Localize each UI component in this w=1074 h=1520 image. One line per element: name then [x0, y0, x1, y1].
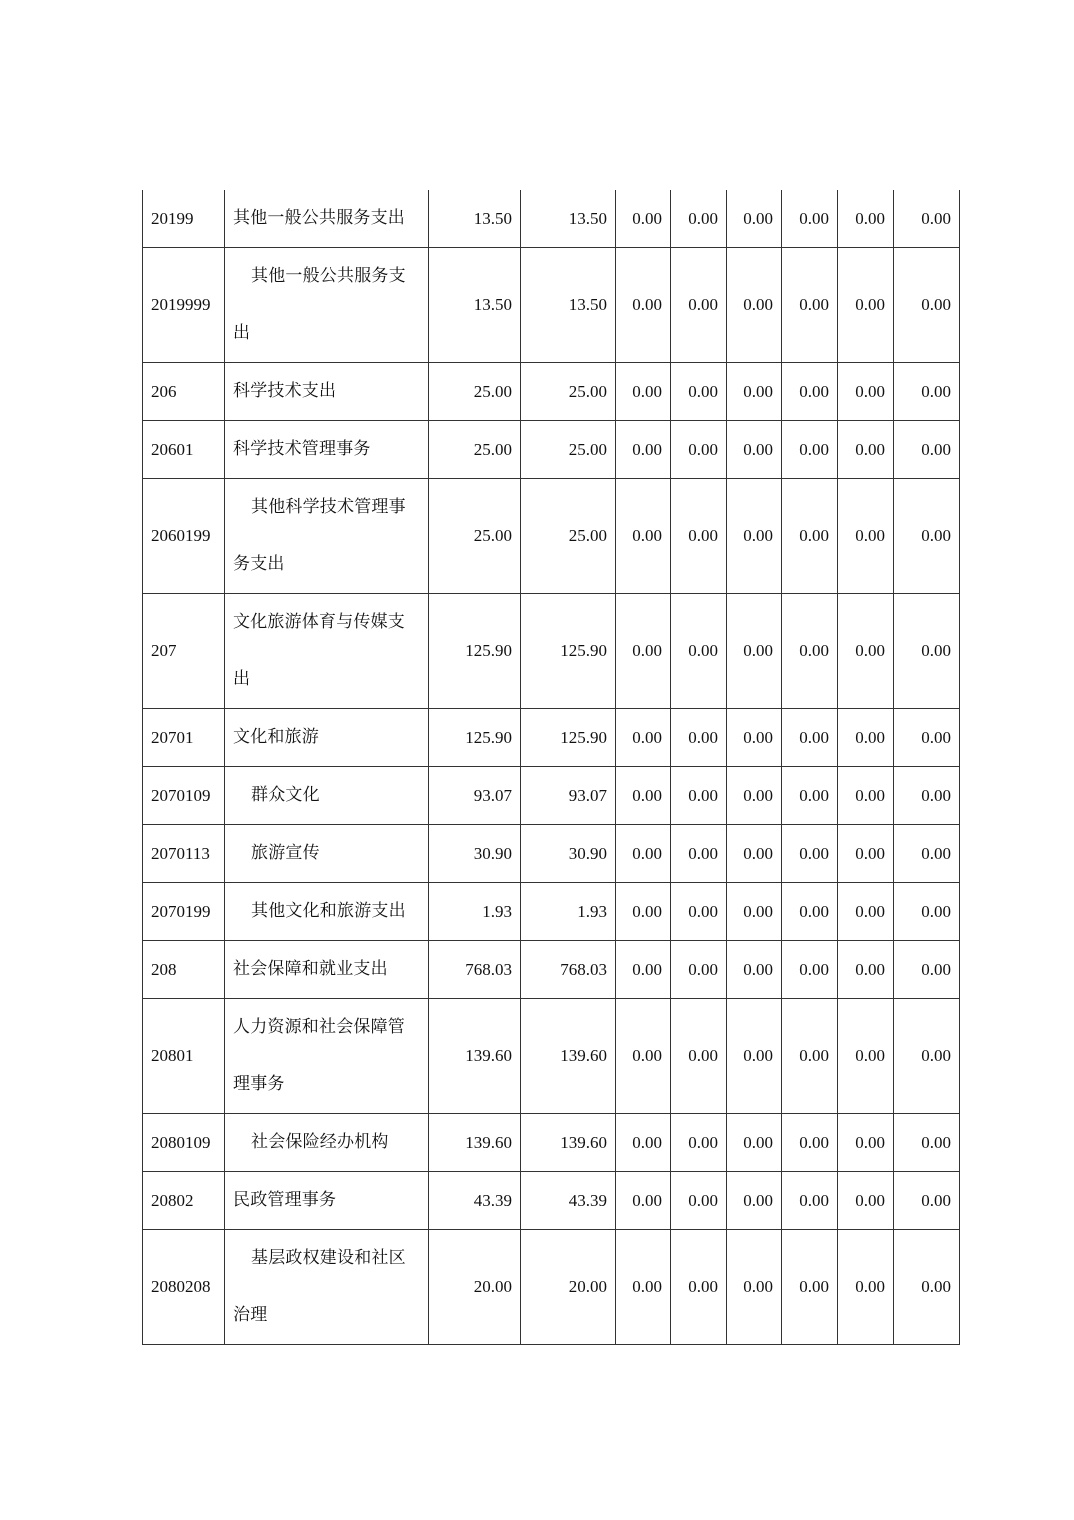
- row-value-cell: 0.00: [616, 1172, 671, 1230]
- row-value-cell: 0.00: [727, 883, 782, 941]
- row-value-cell: 13.50: [521, 190, 616, 248]
- row-name-cell: 社会保险经办机构: [225, 1114, 429, 1172]
- row-value-cell: 0.00: [671, 709, 727, 767]
- row-value-cell: 0.00: [727, 594, 782, 709]
- row-name-cell: 基层政权建设和社区治理: [225, 1230, 429, 1345]
- row-value-cell: 0.00: [894, 248, 960, 363]
- row-value-cell: 0.00: [671, 248, 727, 363]
- row-value-cell: 0.00: [727, 709, 782, 767]
- row-value-cell: 0.00: [616, 1230, 671, 1345]
- row-value-cell: 0.00: [838, 1114, 894, 1172]
- row-value-cell: 0.00: [671, 594, 727, 709]
- row-value-cell: 25.00: [429, 421, 521, 479]
- row-value-cell: 0.00: [671, 825, 727, 883]
- row-value-cell: 0.00: [894, 999, 960, 1114]
- row-value-cell: 0.00: [671, 421, 727, 479]
- row-value-cell: 0.00: [894, 767, 960, 825]
- row-value-cell: 0.00: [782, 421, 838, 479]
- row-value-cell: 1.93: [521, 883, 616, 941]
- row-value-cell: 20.00: [521, 1230, 616, 1345]
- row-value-cell: 13.50: [521, 248, 616, 363]
- row-value-cell: 0.00: [782, 190, 838, 248]
- row-value-cell: 0.00: [727, 1114, 782, 1172]
- row-value-cell: 0.00: [894, 1114, 960, 1172]
- table-row: [143, 825, 960, 883]
- row-code-cell: 206: [143, 363, 225, 421]
- row-value-cell: 139.60: [521, 1114, 616, 1172]
- row-code-cell: 2080208: [143, 1230, 225, 1345]
- row-value-cell: 25.00: [521, 363, 616, 421]
- row-value-cell: 0.00: [894, 421, 960, 479]
- row-value-cell: 0.00: [782, 1230, 838, 1345]
- row-value-cell: 0.00: [782, 825, 838, 883]
- row-value-cell: 0.00: [782, 767, 838, 825]
- row-value-cell: 0.00: [894, 709, 960, 767]
- row-name-cell: 其他文化和旅游支出: [225, 883, 429, 941]
- row-value-cell: 0.00: [838, 363, 894, 421]
- row-code-cell: 2060199: [143, 479, 225, 594]
- row-value-cell: 0.00: [671, 1230, 727, 1345]
- row-value-cell: 0.00: [727, 999, 782, 1114]
- row-code-cell: 2070109: [143, 767, 225, 825]
- row-name-cell: 其他一般公共服务支出: [225, 190, 429, 248]
- row-value-cell: 0.00: [727, 190, 782, 248]
- row-value-cell: 0.00: [894, 1172, 960, 1230]
- row-value-cell: 0.00: [782, 248, 838, 363]
- row-name-cell: 人力资源和社会保障管理事务: [225, 999, 429, 1114]
- row-value-cell: 0.00: [616, 190, 671, 248]
- row-value-cell: 0.00: [616, 421, 671, 479]
- table-row: [143, 709, 960, 767]
- table-row: [143, 999, 960, 1114]
- row-name-cell: 文化和旅游: [225, 709, 429, 767]
- row-value-cell: 125.90: [429, 594, 521, 709]
- row-value-cell: 0.00: [671, 883, 727, 941]
- row-value-cell: 0.00: [894, 479, 960, 594]
- row-value-cell: 0.00: [616, 999, 671, 1114]
- row-code-cell: 20601: [143, 421, 225, 479]
- row-value-cell: 0.00: [782, 883, 838, 941]
- row-value-cell: 0.00: [782, 479, 838, 594]
- table-row: [143, 1172, 960, 1230]
- row-value-cell: 0.00: [616, 363, 671, 421]
- row-name-cell: 群众文化: [225, 767, 429, 825]
- row-value-cell: 25.00: [521, 421, 616, 479]
- row-value-cell: 0.00: [727, 941, 782, 999]
- table-row: [143, 421, 960, 479]
- row-name-cell: 旅游宣传: [225, 825, 429, 883]
- row-value-cell: 13.50: [429, 190, 521, 248]
- table-row: [143, 479, 960, 594]
- row-value-cell: 0.00: [838, 248, 894, 363]
- row-value-cell: 93.07: [521, 767, 616, 825]
- row-value-cell: 25.00: [429, 479, 521, 594]
- row-value-cell: 0.00: [782, 363, 838, 421]
- row-value-cell: 0.00: [671, 190, 727, 248]
- table-row: [143, 248, 960, 363]
- row-value-cell: 125.90: [521, 594, 616, 709]
- row-value-cell: 0.00: [894, 825, 960, 883]
- row-name-cell: 文化旅游体育与传媒支出: [225, 594, 429, 709]
- row-value-cell: 0.00: [727, 1172, 782, 1230]
- row-value-cell: 25.00: [521, 479, 616, 594]
- row-value-cell: 43.39: [521, 1172, 616, 1230]
- row-value-cell: 0.00: [671, 767, 727, 825]
- row-value-cell: 0.00: [616, 479, 671, 594]
- row-value-cell: 0.00: [782, 1172, 838, 1230]
- table-row: [143, 883, 960, 941]
- row-value-cell: 0.00: [671, 479, 727, 594]
- row-value-cell: 0.00: [616, 594, 671, 709]
- row-name-cell: 科学技术管理事务: [225, 421, 429, 479]
- row-name-cell: 科学技术支出: [225, 363, 429, 421]
- row-value-cell: 0.00: [782, 709, 838, 767]
- row-code-cell: 208: [143, 941, 225, 999]
- row-value-cell: 25.00: [429, 363, 521, 421]
- row-value-cell: 0.00: [894, 883, 960, 941]
- table-row: [143, 190, 960, 248]
- table-body: [143, 190, 960, 1345]
- row-value-cell: 139.60: [429, 999, 521, 1114]
- table-row: [143, 941, 960, 999]
- row-code-cell: 20701: [143, 709, 225, 767]
- row-value-cell: 0.00: [838, 883, 894, 941]
- row-value-cell: 0.00: [671, 999, 727, 1114]
- row-value-cell: 0.00: [727, 767, 782, 825]
- row-code-cell: 20801: [143, 999, 225, 1114]
- row-value-cell: 0.00: [671, 1114, 727, 1172]
- row-code-cell: 2080109: [143, 1114, 225, 1172]
- row-code-cell: 2070199: [143, 883, 225, 941]
- row-value-cell: 0.00: [838, 190, 894, 248]
- row-value-cell: 0.00: [616, 825, 671, 883]
- row-code-cell: 207: [143, 594, 225, 709]
- row-value-cell: 139.60: [521, 999, 616, 1114]
- row-value-cell: 0.00: [838, 421, 894, 479]
- row-value-cell: 0.00: [838, 594, 894, 709]
- row-value-cell: 20.00: [429, 1230, 521, 1345]
- row-value-cell: 0.00: [838, 767, 894, 825]
- row-value-cell: 0.00: [838, 999, 894, 1114]
- row-value-cell: 0.00: [727, 1230, 782, 1345]
- row-value-cell: 125.90: [429, 709, 521, 767]
- row-value-cell: 0.00: [894, 190, 960, 248]
- row-value-cell: 139.60: [429, 1114, 521, 1172]
- table-row: [143, 594, 960, 709]
- row-value-cell: 30.90: [521, 825, 616, 883]
- row-value-cell: 1.93: [429, 883, 521, 941]
- row-value-cell: 43.39: [429, 1172, 521, 1230]
- table-row: [143, 767, 960, 825]
- row-value-cell: 0.00: [671, 941, 727, 999]
- row-value-cell: 0.00: [616, 941, 671, 999]
- row-value-cell: 125.90: [521, 709, 616, 767]
- row-code-cell: 20199: [143, 190, 225, 248]
- row-code-cell: 2070113: [143, 825, 225, 883]
- row-value-cell: 0.00: [782, 999, 838, 1114]
- row-value-cell: 0.00: [838, 1172, 894, 1230]
- row-value-cell: 0.00: [838, 709, 894, 767]
- row-name-cell: 其他科学技术管理事务支出: [225, 479, 429, 594]
- row-value-cell: 0.00: [894, 363, 960, 421]
- row-value-cell: 0.00: [727, 825, 782, 883]
- row-value-cell: 13.50: [429, 248, 521, 363]
- row-name-cell: 民政管理事务: [225, 1172, 429, 1230]
- row-value-cell: 0.00: [616, 248, 671, 363]
- row-value-cell: 0.00: [727, 363, 782, 421]
- row-value-cell: 0.00: [838, 825, 894, 883]
- row-value-cell: 768.03: [521, 941, 616, 999]
- row-value-cell: 0.00: [894, 1230, 960, 1345]
- row-value-cell: 0.00: [894, 941, 960, 999]
- row-value-cell: 0.00: [616, 709, 671, 767]
- table-row: [143, 1230, 960, 1345]
- row-value-cell: 0.00: [782, 941, 838, 999]
- row-code-cell: 2019999: [143, 248, 225, 363]
- row-name-cell: 社会保障和就业支出: [225, 941, 429, 999]
- row-value-cell: 0.00: [616, 883, 671, 941]
- row-code-cell: 20802: [143, 1172, 225, 1230]
- row-value-cell: 93.07: [429, 767, 521, 825]
- row-value-cell: 0.00: [727, 421, 782, 479]
- table-row: [143, 1114, 960, 1172]
- row-value-cell: 0.00: [727, 479, 782, 594]
- row-value-cell: 0.00: [782, 594, 838, 709]
- row-value-cell: 0.00: [838, 941, 894, 999]
- row-value-cell: 30.90: [429, 825, 521, 883]
- row-value-cell: 0.00: [616, 767, 671, 825]
- row-value-cell: 0.00: [671, 363, 727, 421]
- row-value-cell: 0.00: [616, 1114, 671, 1172]
- row-name-cell: 其他一般公共服务支出: [225, 248, 429, 363]
- row-value-cell: 768.03: [429, 941, 521, 999]
- row-value-cell: 0.00: [838, 479, 894, 594]
- table-row: [143, 363, 960, 421]
- row-value-cell: 0.00: [782, 1114, 838, 1172]
- row-value-cell: 0.00: [838, 1230, 894, 1345]
- row-value-cell: 0.00: [727, 248, 782, 363]
- budget-table: [142, 190, 960, 1345]
- row-value-cell: 0.00: [671, 1172, 727, 1230]
- row-value-cell: 0.00: [894, 594, 960, 709]
